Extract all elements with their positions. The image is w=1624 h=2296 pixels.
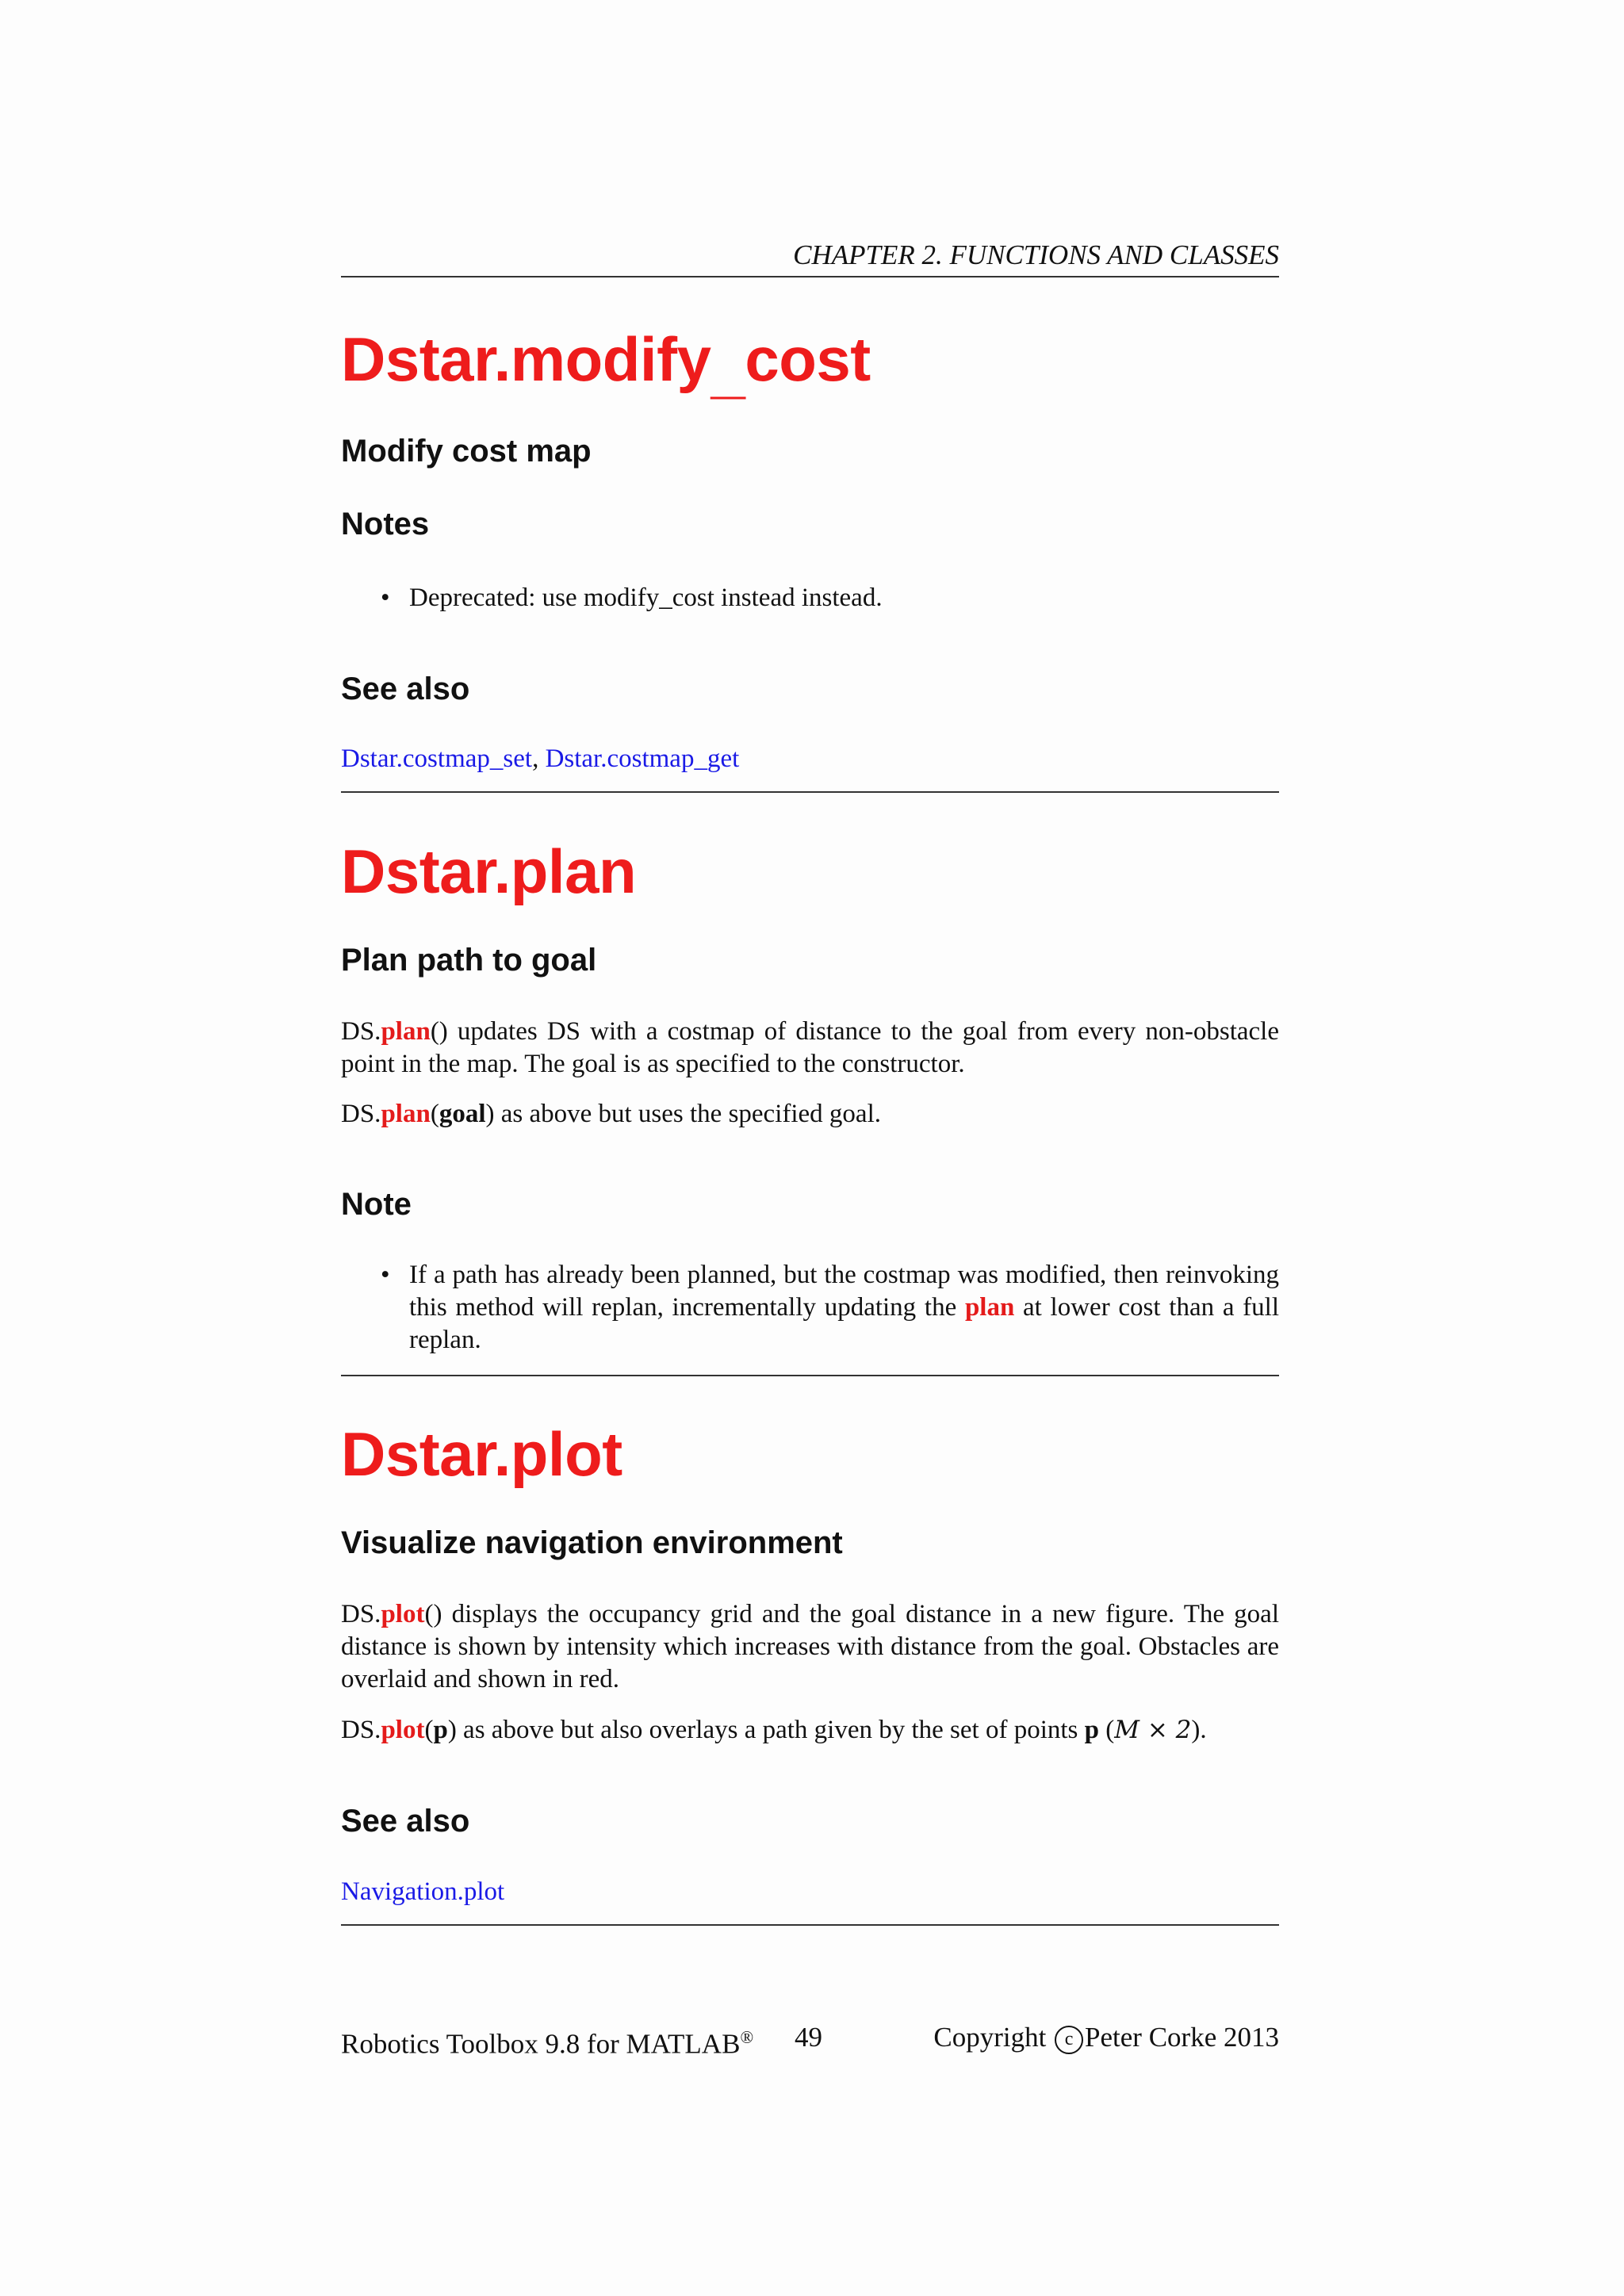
running-head: CHAPTER 2. FUNCTIONS AND CLASSES xyxy=(341,238,1279,277)
section-modify-cost xyxy=(341,323,1279,405)
list-item: • Deprecated: use modify_cost instead instead. xyxy=(341,582,1279,614)
section-divider xyxy=(341,1375,1279,1376)
bullet-icon: • xyxy=(381,1261,390,1289)
document-page: CHAPTER 2. FUNCTIONS AND CLASSES Dstar.modify_cost Modify cost map Notes • Deprecated: use modify_cost instead instead. See also Dstar.costmap_set, Dstar.costmap_get Dstar.plan Plan path to goal DS.plan() updates DS with a costmap of distance to the goal from every non-obstacle point in the map. The goal is as specified to the constructor. DS.plan(goal) as above but uses the specified goal. Note • If a path has already been planned, but the costmap was modified, then reinvoking this method will replan, incrementally updating the plan at lower cost than a full replan. Dstar.plot Visualize navigation environment DS.plot() displays the occupancy grid and the goal distance in a new figure. The goal distance is shown by intensity which increases with distance from the goal. Obstacles are overlaid and shown in red. DS.plot(p) as above but also overlays a path given by the set of points p (M × 2). See also Navigation.plot Robotics Toolbox 9.8 for MATLAB® 49 Copyright c Peter Corke 2013 xyxy=(341,0,1279,2296)
footer-copyright: Copyright c Peter Corke 2013 xyxy=(933,2022,1279,2053)
function-subtitle: Plan path to goal xyxy=(341,943,597,978)
section-plot xyxy=(341,1418,1279,1490)
list-item: • If a path has already been planned, but the costmap was modified, then reinvoking this method will replan, incrementally updating the plan at lower cost than a full replan. xyxy=(381,1261,1280,1354)
see-also-heading: See also xyxy=(341,1804,470,1839)
description-paragraph: DS.plot(p) as above but also overlays a path given by the set of points p (M × 2). xyxy=(341,1716,1207,1744)
footer-title: Robotics Toolbox 9.8 for MATLAB® xyxy=(341,2027,754,2060)
description-paragraph: DS.plot() displays the occupancy grid and the goal distance in a new figure. The goal distance is shown by intensity which increases with distance from the goal. Obstacles are overlaid and shown in red. xyxy=(341,1600,1279,1693)
bullet-icon: • xyxy=(381,584,390,612)
underscore: _ xyxy=(710,335,745,405)
note-heading: Note xyxy=(341,1187,412,1222)
section-plan xyxy=(341,836,1279,907)
link-costmap-set[interactable]: Dstar.costmap_set xyxy=(341,744,533,773)
see-also-heading: See also xyxy=(341,672,470,706)
link-navigation-plot[interactable]: Navigation.plot xyxy=(341,1877,505,1906)
description-paragraph: DS.plan() updates DS with a costmap of distance to the goal from every non-obstacle point in the map. The goal is as specified to the constructor. xyxy=(341,1017,1279,1078)
link-costmap-get[interactable]: Dstar.costmap_get xyxy=(545,744,740,773)
copyright-icon: c xyxy=(1055,2026,1083,2054)
function-title: Dstar.plot xyxy=(341,1419,622,1489)
page-number: 49 xyxy=(795,2022,822,2053)
notes-heading: Notes xyxy=(341,507,430,541)
function-title: Dstar.plan xyxy=(341,836,637,906)
function-title: Dstar.modify_cost xyxy=(341,324,871,405)
section-divider xyxy=(341,1924,1279,1926)
section-divider xyxy=(341,791,1279,793)
function-subtitle: Visualize navigation environment xyxy=(341,1525,843,1560)
description-paragraph: DS.plan(goal) as above but uses the specified goal. xyxy=(341,1100,881,1128)
function-subtitle: Modify cost map xyxy=(341,434,592,469)
page-footer xyxy=(341,2020,1279,2060)
